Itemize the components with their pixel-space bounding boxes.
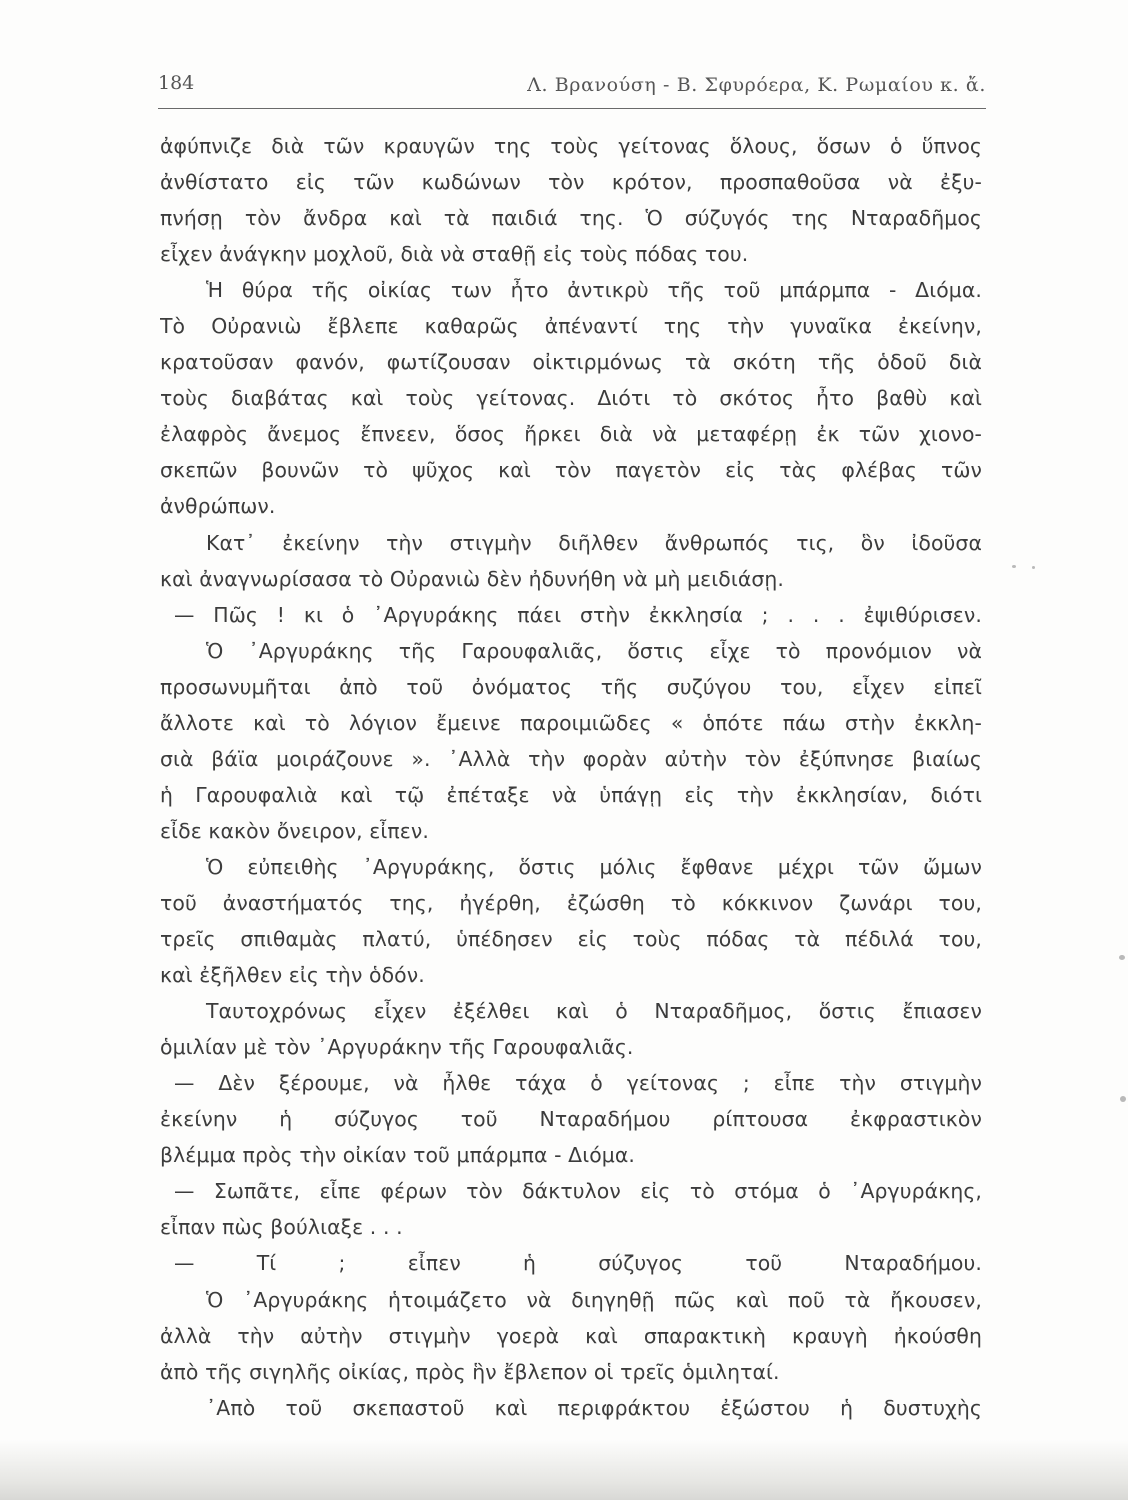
text-line: ἀλλὰ τὴν αὐτὴν στιγμὴν γοερὰ καὶ σπαρακτικὴ κραυγὴ ἠκούσθη bbox=[160, 1323, 982, 1348]
text-line: ἐκείνην ἡ σύζυγος τοῦ Νταραδήμου ρίπτουσα ἐκφραστικὸν bbox=[160, 1107, 982, 1132]
running-head: Λ. Βρανούση - Β. Σφυρόερα, Κ. Ρωμαίου κ. ἄ. bbox=[527, 74, 986, 96]
text-line: εἶχεν ἀνάγκην μοχλοῦ, διὰ νὰ σταθῇ εἰς τοὺς πόδας του. bbox=[160, 242, 749, 267]
body-text bbox=[160, 128, 982, 1426]
text-line: ἄλλοτε καὶ τὸ λόγιον ἔμεινε παροιμιῶδες « ὁπότε πάω στὴν ἐκκλη- bbox=[160, 710, 982, 735]
scan-speck bbox=[1012, 565, 1016, 568]
scan-speck bbox=[1119, 955, 1125, 960]
text-line: Τὸ Οὐρανιὼ ἔβλεπε καθαρῶς ἀπέναντί της τὴν γυναῖκα ἐκείνην, bbox=[160, 314, 982, 339]
text-line: τρεῖς σπιθαμὰς πλατύ, ὑπέδησεν εἰς τοὺς πόδας τὰ πέδιλά του, bbox=[160, 927, 982, 952]
scan-speck bbox=[1120, 1096, 1126, 1102]
text-line: ὁμιλίαν μὲ τὸν ᾿Αργυράκην τῆς Γαρουφαλιᾶς. bbox=[160, 1035, 634, 1060]
scan-bottom-shadow bbox=[0, 1440, 1128, 1500]
text-line: σκεπῶν βουνῶν τὸ ψῦχος καὶ τὸν παγετὸν εἰς τὰς φλέβας τῶν bbox=[160, 458, 982, 483]
text-line: πνήσῃ τὸν ἄνδρα καὶ τὰ παιδιά της. Ὁ σύζυγός της Νταραδῆμος bbox=[160, 206, 982, 231]
text-line: — Πῶς ! κι ὁ ᾿Αργυράκης πάει στὴν ἐκκλησία ; . . . ἐψιθύρισεν. bbox=[174, 602, 982, 627]
text-line: εἶπαν πὼς βούλιαξε . . . bbox=[160, 1215, 403, 1240]
text-line: Κατ᾽ ἐκείνην τὴν στιγμὴν διῆλθεν ἄνθρωπός τις, ὃν ἰδοῦσα bbox=[206, 530, 982, 555]
text-line: ἐλαφρὸς ἄνεμος ἔπνεεν, ὅσος ἤρκει διὰ νὰ μεταφέρῃ ἐκ τῶν χιονο- bbox=[160, 422, 982, 447]
text-line: σιὰ βάϊα μοιράζουνε ». ᾿Αλλὰ τὴν φορὰν αὐτὴν τὸν ἐξύπνησε βιαίως bbox=[160, 746, 982, 771]
text-line: Ὁ ᾿Αργυράκης ἡτοιμάζετο νὰ διηγηθῇ πῶς καὶ ποῦ τὰ ἤκουσεν, bbox=[206, 1287, 982, 1312]
text-line: ἀνθίστατο εἰς τῶν κωδώνων τὸν κρότον, προσπαθοῦσα νὰ ἐξυ- bbox=[160, 170, 982, 195]
text-line: καὶ ἐξῆλθεν εἰς τὴν ὁδόν. bbox=[160, 963, 425, 988]
text-line: τοῦ ἀναστήματός της, ἠγέρθη, ἐζώσθη τὸ κόκκινον ζωνάρι του, bbox=[160, 890, 982, 915]
text-line: βλέμμα πρὸς τὴν οἰκίαν τοῦ μπάρμπα - Διόμα. bbox=[160, 1143, 635, 1168]
text-line: Ταυτοχρόνως εἶχεν ἐξέλθει καὶ ὁ Νταραδῆμος, ὅστις ἔπιασεν bbox=[206, 999, 982, 1024]
page-number: 184 bbox=[158, 72, 195, 94]
text-line: Ἡ θύρα τῆς οἰκίας των ἦτο ἀντικρὺ τῆς τοῦ μπάρμπα - Διόμα. bbox=[206, 278, 982, 303]
text-line: καὶ ἀναγνωρίσασα τὸ Οὐρανιὼ δὲν ἠδυνήθη νὰ μὴ μειδιάσῃ. bbox=[160, 566, 784, 591]
text-line: — Τί ; εἶπεν ἡ σύζυγος τοῦ Νταραδήμου. bbox=[174, 1251, 982, 1276]
text-line: εἶδε κακὸν ὄνειρον, εἶπεν. bbox=[160, 818, 429, 843]
text-line: κρατοῦσαν φανόν, φωτίζουσαν οἰκτιρμόνως τὰ σκότη τῆς ὁδοῦ διὰ bbox=[160, 350, 982, 375]
text-line: Ὁ εὐπειθὴς ᾿Αργυράκης, ὅστις μόλις ἔφθανε μέχρι τῶν ὤμων bbox=[206, 854, 982, 879]
text-line: ἀνθρώπων. bbox=[160, 494, 276, 519]
text-line: Ὁ ᾿Αργυράκης τῆς Γαρουφαλιᾶς, ὅστις εἶχε τὸ προνόμιον νὰ bbox=[206, 638, 982, 663]
text-line: προσωνυμῆται ἀπὸ τοῦ ὀνόματος τῆς συζύγου του, εἶχεν εἰπεῖ bbox=[160, 674, 982, 699]
text-line: ᾿Απὸ τοῦ σκεπαστοῦ καὶ περιφράκτου ἐξώστου ἡ δυστυχὴς bbox=[206, 1395, 982, 1420]
text-line: ἀφύπνιζε διὰ τῶν κραυγῶν της τοὺς γείτονας ὅλους, ὅσων ὁ ὕπνος bbox=[160, 134, 982, 158]
scan-speck bbox=[1032, 566, 1035, 569]
text-line: — Δὲν ξέρουμε, νὰ ἦλθε τάχα ὁ γείτονας ; εἶπε τὴν στιγμὴν bbox=[174, 1071, 982, 1096]
text-line: — Σωπᾶτε, εἶπε φέρων τὸν δάκτυλον εἰς τὸ στόμα ὁ ᾿Αργυράκης, bbox=[174, 1179, 982, 1204]
text-line: ἀπὸ τῆς σιγηλῆς οἰκίας, πρὸς ἣν ἔβλεπον οἱ τρεῖς ὁμιληταί. bbox=[160, 1359, 780, 1384]
page-header bbox=[158, 68, 986, 109]
text-line: τοὺς διαβάτας καὶ τοὺς γείτονας. Διότι τὸ σκότος ἦτο βαθὺ καὶ bbox=[160, 386, 982, 411]
text-line: ἡ Γαρουφαλιὰ καὶ τῷ ἐπέταξε νὰ ὑπάγῃ εἰς τὴν ἐκκλησίαν, διότι bbox=[160, 782, 982, 807]
